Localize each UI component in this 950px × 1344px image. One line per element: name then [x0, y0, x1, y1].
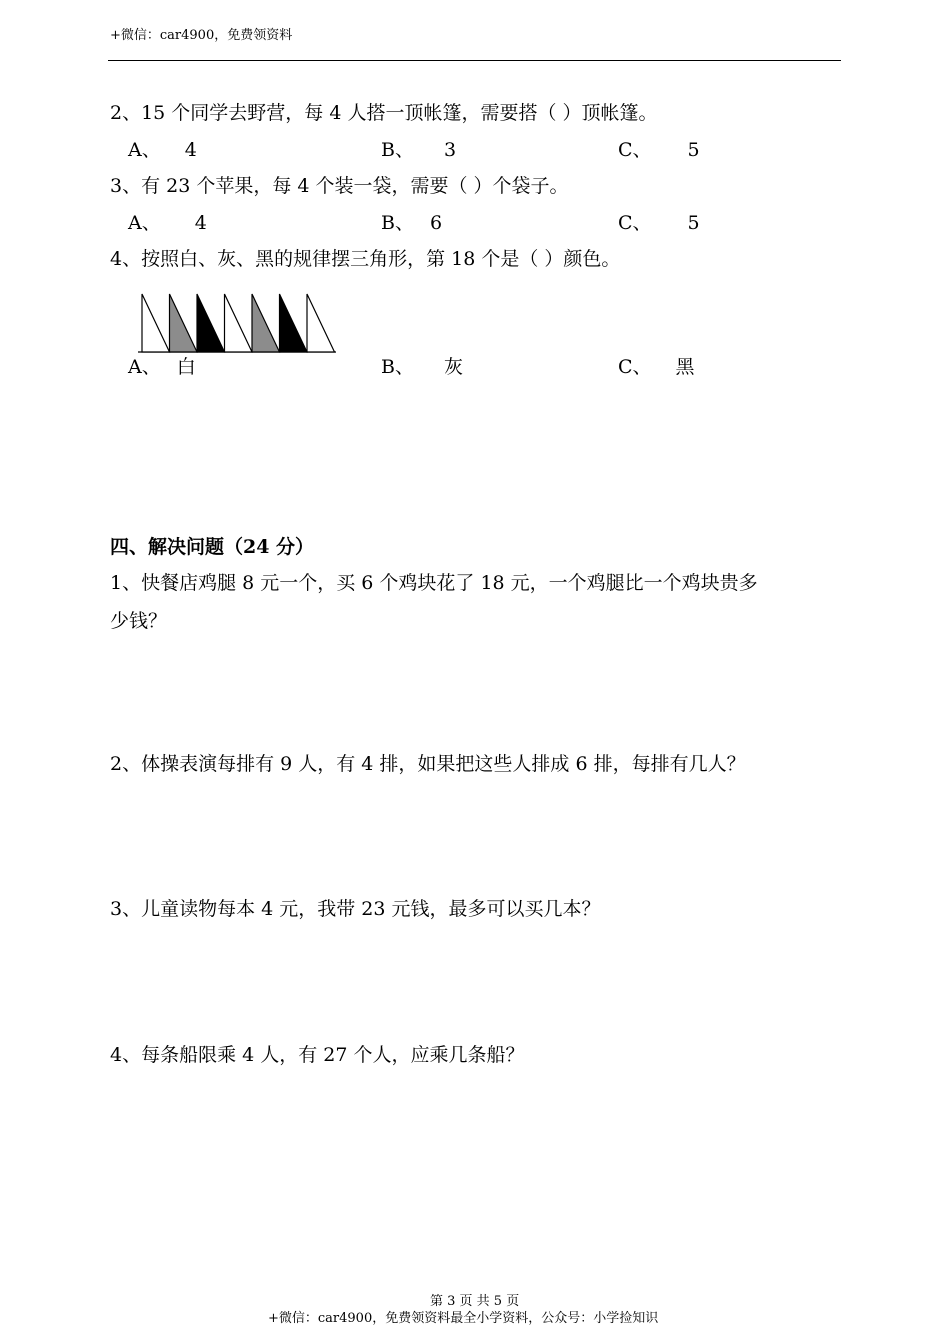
problem-4: 4、每条船限乘 4 人，有 27 个人，应乘几条船？ [110, 1044, 525, 1066]
option-value: 6 [429, 212, 443, 234]
question-2-option-b [381, 135, 456, 162]
option-letter: B、 [381, 356, 414, 378]
pattern-triangle [170, 294, 198, 352]
option-value: 4 [194, 212, 207, 234]
footer-note: +微信：car4900，免费领资料最全小学资料，公众号：小学捡知识 [268, 1311, 659, 1326]
pattern-triangle [197, 294, 225, 352]
option-letter: B、 [381, 212, 414, 234]
question-4-option-c [618, 352, 695, 379]
option-letter: C、 [618, 212, 652, 234]
triangle-pattern-figure [138, 292, 338, 354]
question-3-stem: 3、有 23 个苹果，每 4 个装一袋，需要（ ）个袋子。 [110, 175, 569, 197]
question-3-option-a [128, 208, 207, 235]
option-letter: B、 [381, 139, 414, 161]
option-letter: C、 [618, 356, 652, 378]
pattern-triangle [252, 294, 280, 352]
pattern-triangle [280, 294, 308, 352]
option-value: 5 [687, 212, 700, 234]
pattern-triangle [142, 294, 170, 352]
section-4-title: 四、解决问题（24 分） [110, 536, 315, 558]
option-value: 4 [184, 139, 197, 161]
question-4-option-b [381, 352, 463, 379]
problem-1-line-2: 少钱？ [110, 610, 168, 632]
question-2-option-a [128, 135, 197, 162]
option-letter: C、 [618, 139, 652, 161]
option-value: 黑 [675, 356, 695, 378]
problem-2: 2、体操表演每排有 9 人，有 4 排，如果把这些人排成 6 排，每排有几人？ [110, 753, 746, 775]
option-letter: A、 [128, 139, 161, 161]
option-value: 5 [687, 139, 700, 161]
question-2-stem: 2、15 个同学去野营，每 4 人搭一顶帐篷，需要搭（ ）顶帐篷。 [110, 102, 658, 124]
header-note: +微信：car4900，免费领资料 [110, 28, 293, 43]
pattern-triangle [307, 294, 335, 352]
header-divider [108, 60, 841, 61]
pattern-triangle [225, 294, 253, 352]
problem-1-line-1: 1、快餐店鸡腿 8 元一个，买 6 个鸡块花了 18 元，一个鸡腿比一个鸡块贵多 [110, 572, 758, 594]
option-letter: A、 [128, 212, 161, 234]
question-4-stem: 4、按照白、灰、黑的规律摆三角形，第 18 个是（ ）颜色。 [110, 248, 621, 270]
question-3-option-c [618, 208, 700, 235]
question-3-option-b [381, 208, 442, 235]
option-value: 白 [176, 356, 196, 378]
question-2-option-c [618, 135, 700, 162]
page-number: 第 3 页 共 5 页 [430, 1294, 520, 1309]
option-value: 灰 [443, 356, 463, 378]
option-value: 3 [443, 139, 457, 161]
option-letter: A、 [128, 356, 161, 378]
problem-3: 3、儿童读物每本 4 元，我带 23 元钱，最多可以买几本？ [110, 898, 601, 920]
question-4-option-a [128, 352, 196, 379]
